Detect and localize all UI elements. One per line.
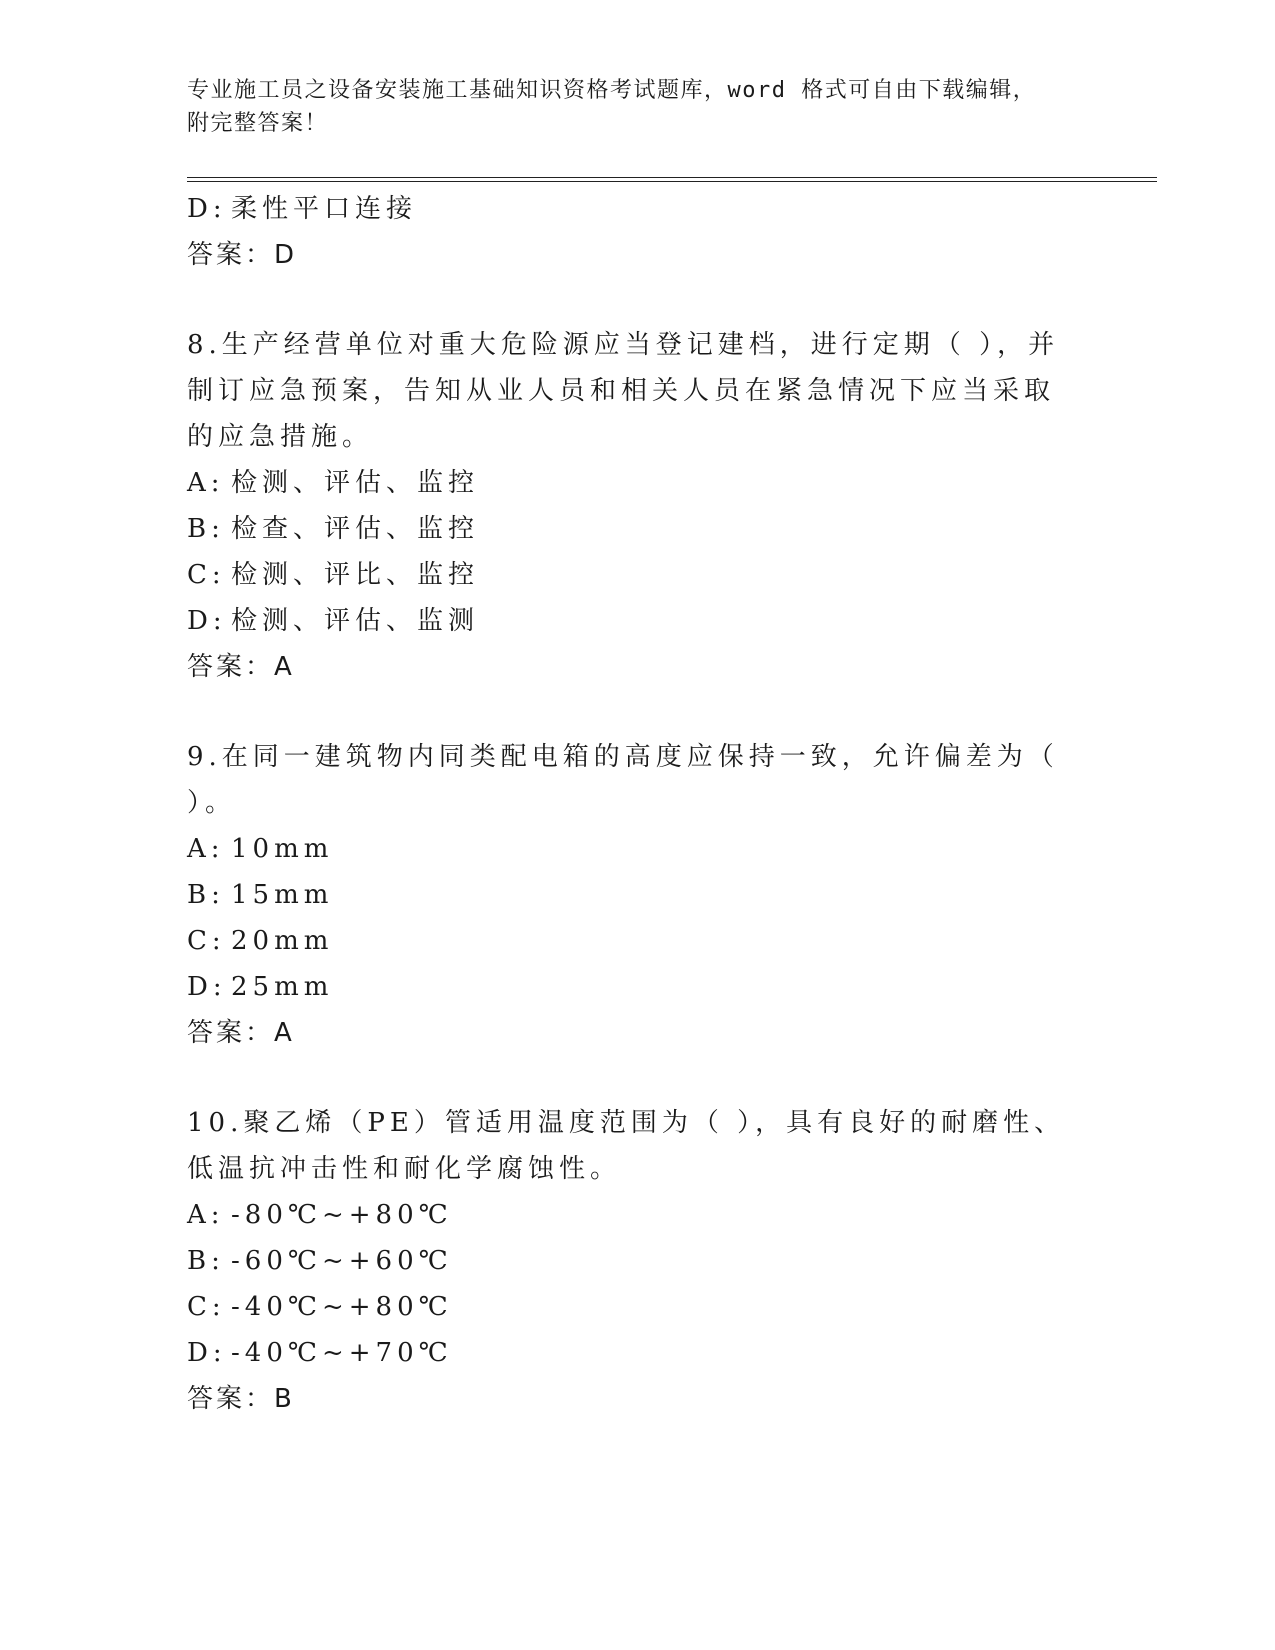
answer-line: 答案：B [187,1384,295,1414]
option-letter: A: [187,468,225,498]
option-a [187,826,1087,872]
option-c [187,1284,1087,1330]
option-text: -40℃~+70℃ [231,1338,453,1368]
option-d [187,1330,1087,1376]
header-divider [187,177,1157,182]
option-d [187,964,1087,1010]
option-text: -40℃~+80℃ [231,1292,453,1322]
option-letter: D: [187,972,227,1002]
option-c [187,918,1087,964]
option-letter: A: [187,1200,225,1230]
option-letter: B: [187,1246,225,1276]
option-letter: C: [187,926,226,956]
option-letter: C: [187,560,226,590]
question-list [187,186,1087,1422]
option-d [187,186,1087,232]
option-d [187,598,1087,644]
option-letter: D: [187,1338,227,1368]
question-block [187,734,1087,1056]
question-text: 10.聚乙烯（PE）管适用温度范围为（ ），具有良好的耐磨性、低温抗冲击性和耐化学腐蚀性。 [187,1108,1066,1184]
option-letter: D: [187,606,227,636]
option-letter: C: [187,1292,226,1322]
document-header: 专业施工员之设备安装施工基础知识资格考试题库，word 格式可自由下载编辑，附完整答案！ [187,78,1037,136]
option-text: -60℃~+60℃ [231,1246,453,1276]
option-text: 10mm [231,834,334,864]
answer-line: 答案：D [187,240,298,270]
option-letter: A: [187,834,225,864]
option-text: 25mm [231,972,334,1002]
question-text: 8.生产经营单位对重大危险源应当登记建档，进行定期（ ），并制订应急预案，告知从业人员和相关人员在紧急情况下应当采取的应急措施。 [187,330,1060,452]
option-text: 检测、评比、监控 [231,560,480,590]
option-b [187,1238,1087,1284]
option-text: -80℃~+80℃ [231,1200,453,1230]
option-text: 检测、评估、监测 [231,606,480,636]
option-text: 检查、评估、监控 [231,514,480,544]
option-text: 柔性平口连接 [231,194,418,224]
answer-line: 答案：A [187,652,295,682]
option-b [187,506,1087,552]
question-block [187,322,1087,690]
answer-line: 答案：A [187,1018,295,1048]
option-text: 20mm [231,926,334,956]
question-block [187,1100,1087,1422]
option-b [187,872,1087,918]
option-letter: B: [187,880,225,910]
option-c [187,552,1087,598]
option-a [187,460,1087,506]
option-text: 15mm [231,880,334,910]
question-text: 9.在同一建筑物内同类配电箱的高度应保持一致，允许偏差为（ ）。 [187,742,1059,818]
option-a [187,1192,1087,1238]
option-letter: B: [187,514,225,544]
option-letter: D: [187,194,227,224]
option-text: 检测、评估、监控 [231,468,480,498]
